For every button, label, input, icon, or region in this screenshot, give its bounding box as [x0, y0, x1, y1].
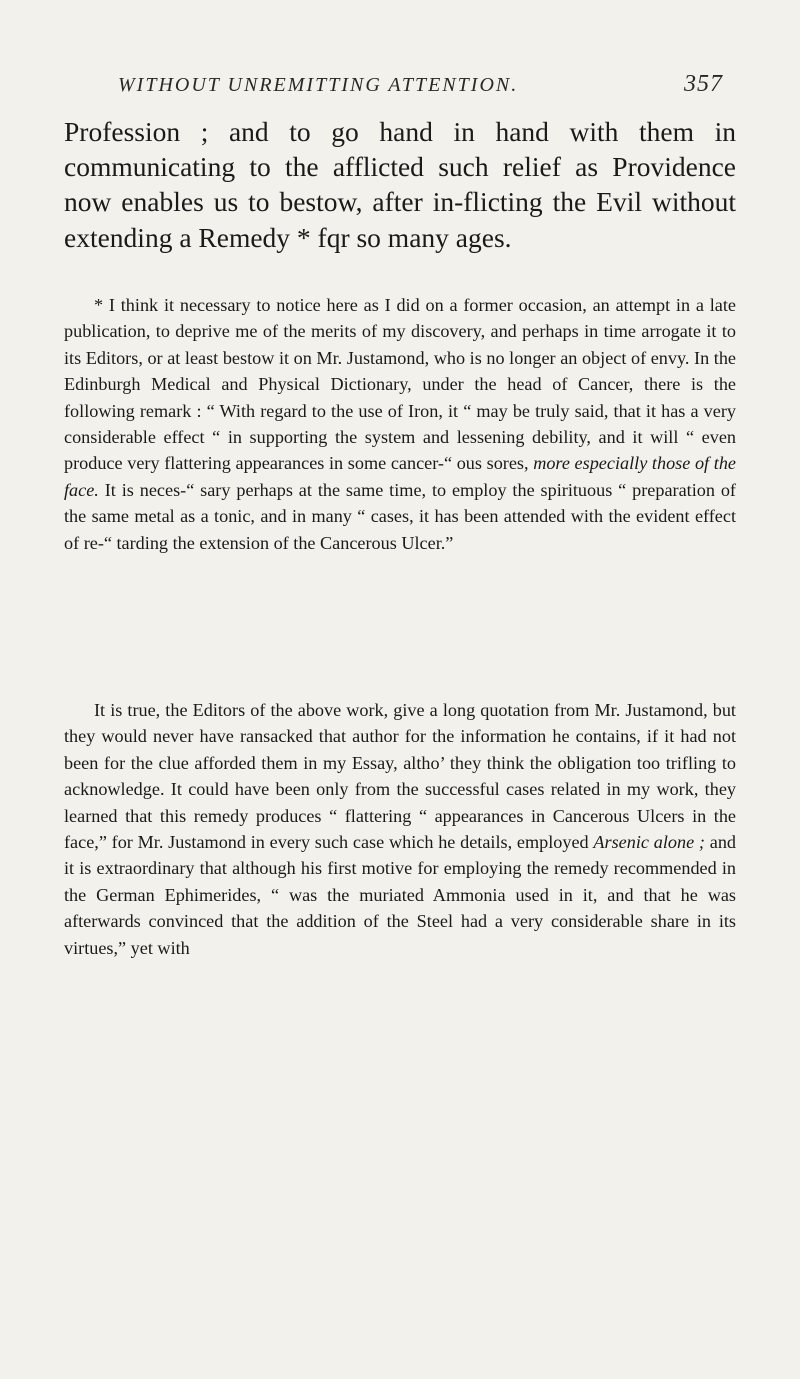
- footnote-text-1: * I think it necessary to notice here as I did on a former occasion, an attempt in a late publication, to deprive me of the merits of my discovery, and perhaps in time arrogate it to its Editors, or at least bestow it on Mr. Justamond, who is no longer an object of envy. In the Edinburgh Medical and Physical Dictionary, under the head of Cancer, there is the following remark : “ With regard to the use of Iron, it “ may be truly said, that it has a very considerable effect “ in supporting the system and lessening debility, and it will “ even produce very flattering appearances in some cancer-“ ous sores,: [64, 295, 736, 474]
- running-head: [118, 71, 723, 104]
- main-paragraph: Profession ; and to go hand in hand with them in communicating to the afflicted such relief as Providence now enables us to bestow, after in-flicting the Evil without extending a Remedy * fqr so many ages.: [64, 116, 736, 253]
- page-number: 357: [684, 71, 723, 97]
- footnote-paragraph: [64, 292, 736, 556]
- second-paragraph-text-2: and it is extraordinary that although his first motive for employing the remedy recommended in the German Ephimerides, “ was the muriated Ammonia used in it, and that he was afterwards convinced that the addition of the Steel had a very considerable share in its virtues,” yet with: [64, 832, 737, 958]
- second-paragraph-italic-text: Arsenic alone ;: [593, 832, 705, 853]
- second-paragraph-text-1: It is true, the Editors of the above work, give a long quotation from Mr. Justamond, but they would never have ransacked that author for the information he contains, if it had not been for the clue afforded them in my Essay, altho’ they think the obligation too trifling to acknowledge. It could have been only from the successful cases related in my work, they learned that this remedy produces “ flattering “ appearances in Cancerous Ulcers in the face,” for Mr. Justamond in every such case which he details, employed: [64, 700, 736, 853]
- second-paragraph-text: [64, 697, 736, 961]
- running-head-title: WITHOUT UNREMITTING ATTENTION.: [118, 74, 519, 96]
- footnote-text-2: It is neces-“ sary perhaps at the same time, to employ the spirituous “ preparation of the same metal as a tonic, and in many “ cases, it has been attended with the evident effect of re-“ tarding the extension of the Cancerous Ulcer.”: [64, 479, 736, 553]
- footnote: [64, 292, 736, 556]
- second-paragraph: [64, 697, 736, 961]
- footnote-italic-text: more especially those of the face.: [64, 453, 736, 500]
